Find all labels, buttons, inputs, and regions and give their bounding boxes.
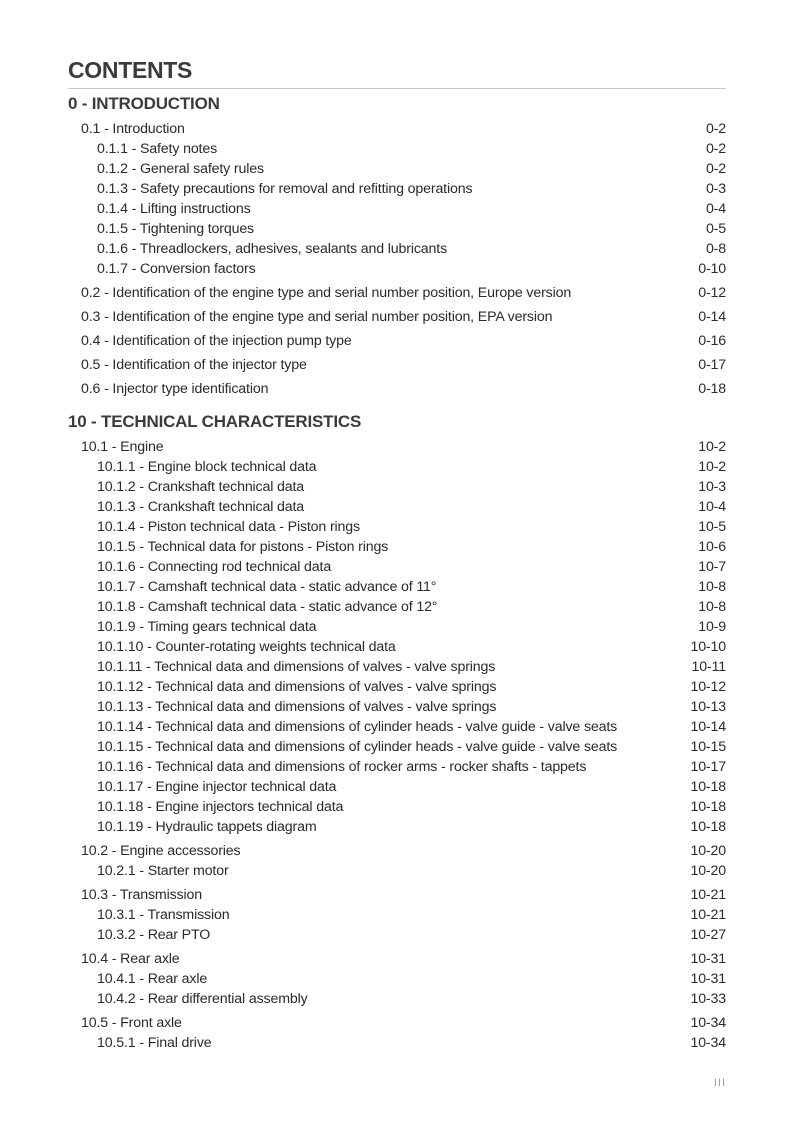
toc-entry-page: 0-2: [705, 161, 726, 177]
toc-subentry[interactable]: [68, 989, 726, 1009]
toc-entry-label: 10.3.2 - Rear PTO: [97, 927, 211, 943]
toc-entry-label: 10.1.8 - Camshaft technical data - static advance of 12°: [97, 599, 438, 615]
toc-subentry[interactable]: [68, 777, 726, 797]
toc-entry-page: 10-8: [698, 599, 726, 615]
toc-entry-label: 10.1.19 - Hydraulic tappets diagram: [97, 819, 317, 835]
page-number: III: [713, 1077, 726, 1089]
toc-entry-label: 0.1.1 - Safety notes: [97, 141, 218, 157]
toc-entry-page: 10-7: [698, 559, 726, 575]
toc-entry-label: 0.1.3 - Safety precautions for removal and refitting operations: [97, 181, 473, 197]
toc-subentry[interactable]: [68, 577, 726, 597]
toc-entry-page: 10-33: [690, 991, 726, 1007]
toc-entry-page: 0-2: [705, 141, 726, 157]
toc-entry-page: 0-4: [705, 201, 726, 217]
toc-entry-label: 0.2 - Identification of the engine type and serial number position, Europe version: [81, 285, 572, 301]
toc-entry-label: 0.4 - Identification of the injection pump type: [81, 333, 352, 349]
toc-subentry[interactable]: [68, 657, 726, 677]
toc-entry-label: 10.1.13 - Technical data and dimensions of valves - valve springs: [97, 699, 497, 715]
toc-subentry[interactable]: [68, 757, 726, 777]
toc-entry-page: 0-8: [705, 241, 726, 257]
toc-entry-page: 10-12: [690, 679, 726, 695]
toc-subentry[interactable]: [68, 497, 726, 517]
toc-entry-label: 10.2 - Engine accessories: [81, 843, 241, 859]
toc-entry-page: 10-18: [690, 819, 726, 835]
toc-subentry[interactable]: [68, 905, 726, 925]
toc-entry[interactable]: [68, 307, 726, 327]
toc-entry-label: 10.1 - Engine: [81, 439, 164, 455]
toc-entry-page: 10-3: [698, 479, 726, 495]
toc-entry-label: 10.1.3 - Crankshaft technical data: [97, 499, 305, 515]
toc-entry[interactable]: [68, 331, 726, 351]
toc-entry-page: 0-17: [698, 357, 726, 373]
toc-subentry[interactable]: [68, 637, 726, 657]
toc-entry-page: 10-6: [698, 539, 726, 555]
toc-entry-label: 0.1.4 - Lifting instructions: [97, 201, 251, 217]
toc-entry-page: 10-11: [691, 659, 726, 675]
toc-entry-page: 10-31: [690, 951, 726, 967]
toc-entry-label: 10.1.17 - Engine injector technical data: [97, 779, 337, 795]
toc-subentry[interactable]: [68, 477, 726, 497]
toc-entry[interactable]: [68, 283, 726, 303]
toc-entry-page: 10-34: [690, 1035, 726, 1051]
toc-subentry[interactable]: [68, 537, 726, 557]
toc-subentry[interactable]: [68, 617, 726, 637]
toc-entry-label: 10.2.1 - Starter motor: [97, 863, 229, 879]
toc-subentry[interactable]: [68, 517, 726, 537]
toc-entry-label: 10.3 - Transmission: [81, 887, 202, 903]
toc-entry-label: 10.1.9 - Timing gears technical data: [97, 619, 317, 635]
toc-subentry[interactable]: [68, 717, 726, 737]
toc-subentry[interactable]: [68, 925, 726, 945]
toc-entry-page: 10-21: [690, 907, 726, 923]
toc-sections: [68, 91, 726, 1053]
toc-subentry[interactable]: [68, 677, 726, 697]
toc-entry-page: 10-4: [698, 499, 726, 515]
toc-subentry[interactable]: [68, 219, 726, 239]
toc-entry-label: 10.1.6 - Connecting rod technical data: [97, 559, 332, 575]
toc-entry-label: 10.1.7 - Camshaft technical data - static advance of 11°: [97, 579, 437, 595]
toc-entry[interactable]: [68, 379, 726, 399]
toc-entry[interactable]: [68, 437, 726, 457]
toc-entry-page: 10-13: [690, 699, 726, 715]
toc-entry[interactable]: [68, 119, 726, 139]
toc-entries: [68, 119, 726, 399]
toc-entry-label: 10.1.10 - Counter-rotating weights technical data: [97, 639, 396, 655]
toc-entry-page: 10-5: [698, 519, 726, 535]
toc-entry-page: 10-8: [698, 579, 726, 595]
toc-entry-page: 10-21: [690, 887, 726, 903]
toc-entry-page: 10-9: [698, 619, 726, 635]
toc-entry-page: 10-10: [690, 639, 726, 655]
toc-subentry[interactable]: [68, 597, 726, 617]
toc-entry[interactable]: [68, 1013, 726, 1033]
toc-entry-label: 0.1 - Introduction: [81, 121, 185, 137]
toc-subentry[interactable]: [68, 861, 726, 881]
toc-entry-page: 0-14: [698, 309, 726, 325]
toc-subentry[interactable]: [68, 139, 726, 159]
toc-entry-label: 0.1.6 - Threadlockers, adhesives, sealants and lubricants: [97, 241, 448, 257]
toc-entry-label: 0.6 - Injector type identification: [81, 381, 269, 397]
toc-entry-label: 10.1.4 - Piston technical data - Piston rings: [97, 519, 360, 535]
toc-entry-label: 10.1.5 - Technical data for pistons - Piston rings: [97, 539, 389, 555]
toc-entry-page: 10-18: [690, 779, 726, 795]
toc-entry-label: 10.5.1 - Final drive: [97, 1035, 212, 1051]
toc-entry-label: 10.4.1 - Rear axle: [97, 971, 208, 987]
toc-entry-label: 0.1.5 - Tightening torques: [97, 221, 254, 237]
toc-entry-label: 10.4 - Rear axle: [81, 951, 180, 967]
toc-subentry[interactable]: [68, 969, 726, 989]
toc-entry-label: 10.1.15 - Technical data and dimensions of cylinder heads - valve guide - valve seats: [97, 739, 618, 755]
toc-entry-label: 10.1.11 - Technical data and dimensions of valves - valve springs: [97, 659, 496, 675]
toc-entry-page: 10-34: [690, 1015, 726, 1031]
toc-entry-page: 0-12: [698, 285, 726, 301]
toc-section: [68, 91, 726, 399]
toc-entry-page: 0-10: [698, 261, 726, 277]
toc-entry-page: 10-17: [690, 759, 726, 775]
toc-entry-label: 0.3 - Identification of the engine type and serial number position, EPA version: [81, 309, 553, 325]
toc-subentry[interactable]: [68, 817, 726, 837]
toc-entry-page: 10-2: [698, 459, 726, 475]
contents-page: [68, 56, 726, 1053]
toc-entry-label: 10.1.18 - Engine injectors technical data: [97, 799, 344, 815]
toc-entry-label: 0.1.2 - General safety rules: [97, 161, 264, 177]
toc-entry-label: 10.3.1 - Transmission: [97, 907, 230, 923]
toc-entry-page: 10-20: [690, 843, 726, 859]
toc-subentry[interactable]: [68, 557, 726, 577]
toc-entry-label: 10.1.2 - Crankshaft technical data: [97, 479, 305, 495]
toc-entry[interactable]: [68, 885, 726, 905]
section-heading: 0 - INTRODUCTION: [68, 94, 220, 113]
toc-entry-label: 0.5 - Identification of the injector type: [81, 357, 307, 373]
toc-subentry[interactable]: [68, 1033, 726, 1053]
toc-entry-page: 0-2: [705, 121, 726, 137]
toc-subentry[interactable]: [68, 179, 726, 199]
page-title: CONTENTS: [68, 56, 726, 89]
toc-subentry[interactable]: [68, 159, 726, 179]
toc-entry[interactable]: [68, 841, 726, 861]
toc-subentry[interactable]: [68, 697, 726, 717]
toc-entry-page: 10-27: [690, 927, 726, 943]
toc-subentry[interactable]: [68, 199, 726, 219]
toc-entry-page: 10-18: [690, 799, 726, 815]
toc-entry-page: 0-18: [698, 381, 726, 397]
toc-entry-label: 10.1.1 - Engine block technical data: [97, 459, 317, 475]
toc-entry-page: 10-15: [690, 739, 726, 755]
toc-entry[interactable]: [68, 949, 726, 969]
toc-subentry[interactable]: [68, 797, 726, 817]
toc-entry[interactable]: [68, 355, 726, 375]
toc-entry-page: 0-3: [705, 181, 726, 197]
toc-entry-page: 0-16: [698, 333, 726, 349]
toc-entry-page: 10-31: [690, 971, 726, 987]
toc-subentry[interactable]: [68, 239, 726, 259]
toc-entries: [68, 437, 726, 1053]
toc-entry-page: 0-5: [705, 221, 726, 237]
toc-subentry[interactable]: [68, 737, 726, 757]
toc-section: [68, 409, 726, 1053]
toc-entry-label: 10.1.16 - Technical data and dimensions of rocker arms - rocker shafts - tappets: [97, 759, 587, 775]
toc-entry-label: 0.1.7 - Conversion factors: [97, 261, 256, 277]
toc-entry-page: 10-2: [698, 439, 726, 455]
toc-entry-label: 10.1.12 - Technical data and dimensions of valves - valve springs: [97, 679, 497, 695]
toc-entry-page: 10-14: [690, 719, 726, 735]
toc-entry-page: 10-20: [690, 863, 726, 879]
toc-entry-label: 10.5 - Front axle: [81, 1015, 182, 1031]
toc-entry-label: 10.4.2 - Rear differential assembly: [97, 991, 308, 1007]
section-heading: 10 - TECHNICAL CHARACTERISTICS: [68, 412, 362, 431]
toc-entry-label: 10.1.14 - Technical data and dimensions of cylinder heads - valve guide - valve seats: [97, 719, 618, 735]
toc-subentry[interactable]: [68, 457, 726, 477]
toc-subentry[interactable]: [68, 259, 726, 279]
